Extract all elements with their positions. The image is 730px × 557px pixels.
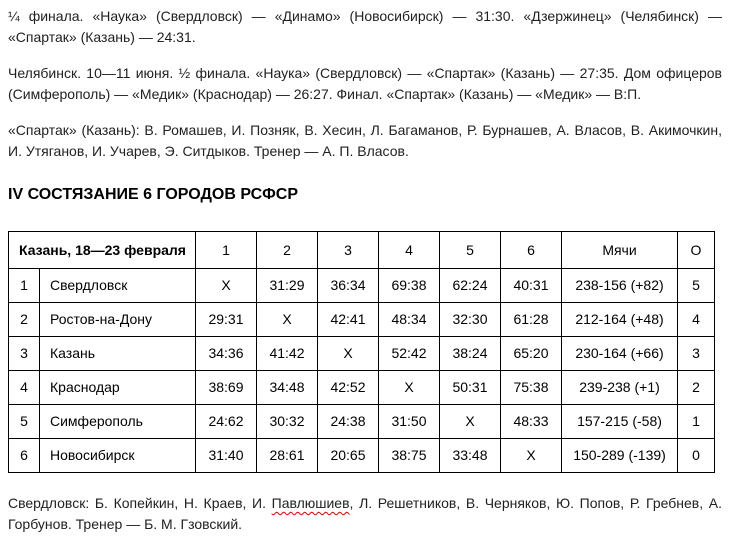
table-row [9,405,715,439]
points-cell: 4 [678,303,715,337]
col-header-1: 1 [196,232,257,269]
goals-cell: 230-164 (+66) [562,337,678,371]
standings-table [8,231,715,473]
points-cell: 1 [678,405,715,439]
score-cell: X [257,303,318,337]
goals-cell: 150-289 (-139) [562,439,678,473]
score-cell: 38:75 [379,439,440,473]
col-header-2: 2 [257,232,318,269]
score-cell: 36:34 [318,269,379,303]
row-position: 4 [9,371,40,405]
score-cell: 50:31 [440,371,501,405]
points-cell: 0 [678,439,715,473]
row-city: Казань [40,337,196,371]
paragraph-spartak-roster: «Спартак» (Казань): В. Ромашев, И. Позняк, В. Хесин, Л. Багаманов, Р. Бурнашев, А. Власов, В. Акимочкин, И. Утяганов, И. Учарев, Э. Ситдыков. Тренер — А. П. Власов. [8,122,722,159]
col-header-3: 3 [318,232,379,269]
score-cell: 34:36 [196,337,257,371]
score-cell: 69:38 [379,269,440,303]
row-city: Краснодар [40,371,196,405]
table-row [9,371,715,405]
score-cell: 33:48 [440,439,501,473]
table-header-row [9,232,715,269]
paragraph-semifinals-final: Челябинск. 10—11 июня. ½ финала. «Наука» (Свердловск) — «Спартак» (Казань) — 27:35. Дом офицеров (Симферополь) — «Медик» (Краснодар) — 26:27. Финал. «Спартак» (Казань) — «Медик» — В:П. [8,65,722,102]
goals-cell: 239-238 (+1) [562,371,678,405]
paragraph-quarterfinals: ¼ финала. «Наука» (Свердловск) — «Динамо» (Новосибирск) — 31:30. «Дзержинец» (Челябинск) — «Спартак» (Казань) — 24:31. [8,8,722,45]
col-header-goals: Мячи [562,232,678,269]
goals-cell: 238-156 (+82) [562,269,678,303]
row-position: 3 [9,337,40,371]
table-row [9,303,715,337]
score-cell: 61:28 [501,303,562,337]
score-cell: 30:32 [257,405,318,439]
table-row [9,269,715,303]
score-cell: 48:34 [379,303,440,337]
score-cell: 34:48 [257,371,318,405]
roster-text-before: Свердловск: Б. Копейкин, Н. Краев, И. [8,495,272,511]
roster-text-after: , Л. Решетников, В. Черняков, Ю. Попов, Р. Гребнев, А. Горбунов. Тренер — Б. М. Гзовский. [8,495,722,532]
article-content [8,6,722,535]
goals-cell: 212-164 (+48) [562,303,678,337]
points-cell: 3 [678,337,715,371]
paragraph-sverdlovsk-roster [8,493,722,535]
score-cell: 65:20 [501,337,562,371]
score-cell: 40:31 [501,269,562,303]
score-cell: 38:69 [196,371,257,405]
score-cell: 42:41 [318,303,379,337]
col-header-4: 4 [379,232,440,269]
row-city: Свердловск [40,269,196,303]
col-header-points: О [678,232,715,269]
score-cell: 24:62 [196,405,257,439]
score-cell: 48:33 [501,405,562,439]
score-cell: 52:42 [379,337,440,371]
score-cell: X [379,371,440,405]
goals-cell: 157-215 (-58) [562,405,678,439]
table-corner-label: Казань, 18—23 февраля [9,232,196,269]
score-cell: 41:42 [257,337,318,371]
col-header-6: 6 [501,232,562,269]
score-cell: 62:24 [440,269,501,303]
misspelled-word: Павлюшиев [271,495,350,511]
score-cell: 31:50 [379,405,440,439]
score-cell: X [501,439,562,473]
row-position: 2 [9,303,40,337]
row-city: Ростов-на-Дону [40,303,196,337]
score-cell: 28:61 [257,439,318,473]
row-city: Симферополь [40,405,196,439]
score-cell: X [318,337,379,371]
score-cell: 31:29 [257,269,318,303]
score-cell: 42:52 [318,371,379,405]
score-cell: 24:38 [318,405,379,439]
score-cell: 31:40 [196,439,257,473]
row-position: 6 [9,439,40,473]
score-cell: 38:24 [440,337,501,371]
points-cell: 2 [678,371,715,405]
row-position: 1 [9,269,40,303]
score-cell: X [440,405,501,439]
points-cell: 5 [678,269,715,303]
section-heading: IV СОСТЯЗАНИЕ 6 ГОРОДОВ РСФСР [8,186,299,203]
row-city: Новосибирск [40,439,196,473]
score-cell: X [196,269,257,303]
col-header-5: 5 [440,232,501,269]
score-cell: 32:30 [440,303,501,337]
score-cell: 20:65 [318,439,379,473]
score-cell: 75:38 [501,371,562,405]
table-row [9,337,715,371]
table-row [9,439,715,473]
row-position: 5 [9,405,40,439]
score-cell: 29:31 [196,303,257,337]
